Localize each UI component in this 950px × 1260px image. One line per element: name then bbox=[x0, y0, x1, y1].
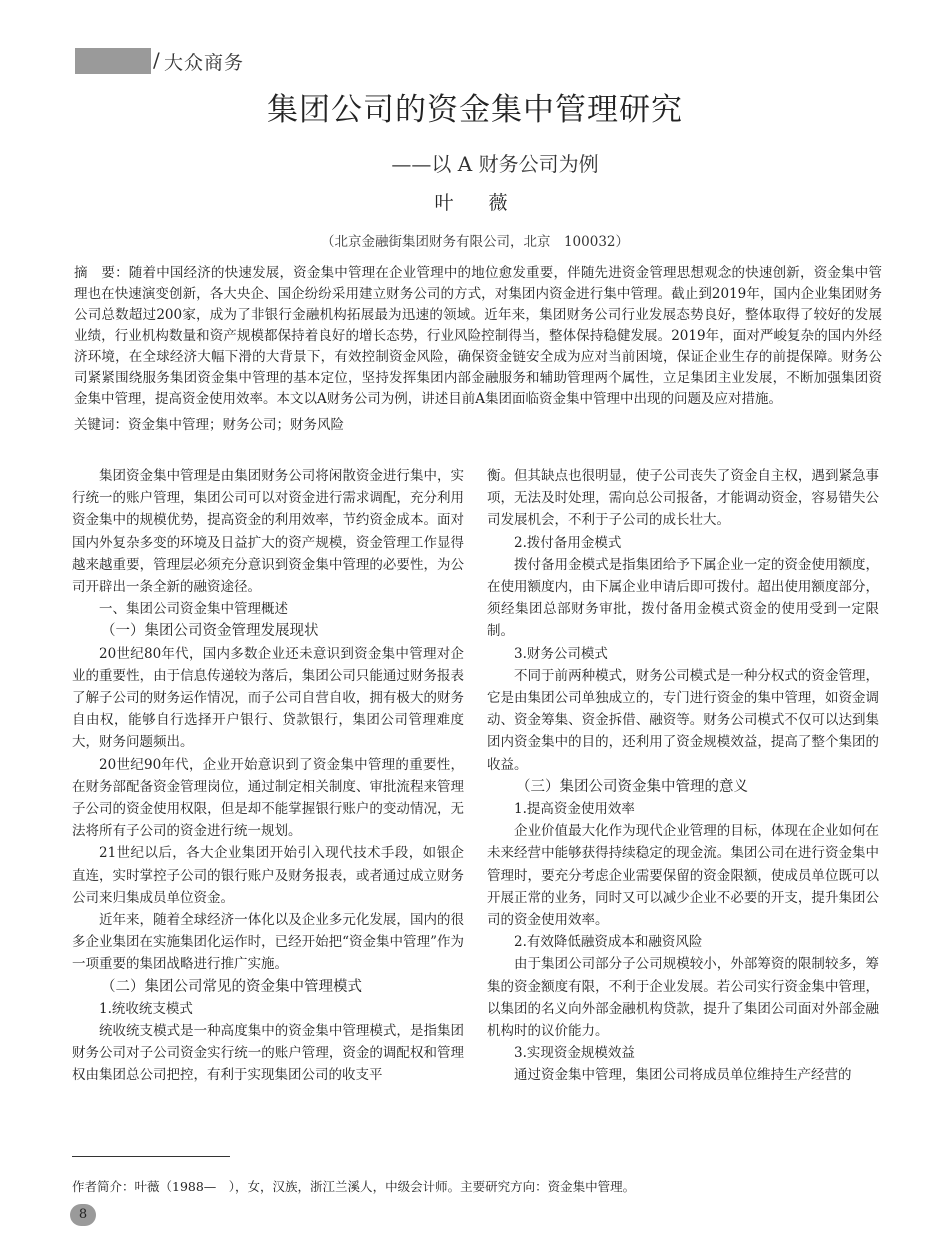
keywords: 关键词：资金集中管理；财务公司；财务风险 bbox=[74, 417, 344, 433]
item-heading: 1.统收统支模式 bbox=[99, 1000, 193, 1017]
left-column bbox=[72, 465, 464, 1087]
header-slash: / bbox=[153, 48, 160, 72]
item-heading: 1.提高资金使用效率 bbox=[514, 801, 635, 818]
paragraph: 由于集团公司部分子公司规模较小，外部筹资的限制较多，筹集的资金额度有限，不利于企业发展。若公司实行资金集中管理，以集团的名义向外部金融机构贷款，提升了集团公司面对外部金融机构时的议价能力。 bbox=[487, 956, 879, 1040]
paragraph: 衡。但其缺点也很明显，使子公司丧失了资金自主权，遇到紧急事项，无法及时处理，需向总公司报备，才能调动资金，容易错失公司发展机会，不利于子公司的成长壮大。 bbox=[487, 468, 879, 529]
article-subtitle: ——以 A 财务公司为例 bbox=[391, 152, 599, 176]
header-gray-block bbox=[75, 48, 151, 74]
paragraph: 通过资金集中管理，集团公司将成员单位维持生产经营的 bbox=[514, 1067, 852, 1084]
item-heading: 2.有效降低融资成本和融资风险 bbox=[514, 934, 703, 951]
paragraph: 近年来，随着全球经济一体化以及企业多元化发展，国内的很多企业集团在实施集团化运作时，已经开始把“资金集中管理”作为一项重要的集团战略进行推广实施。 bbox=[72, 912, 464, 973]
subsection-heading: （二）集团公司常见的资金集中管理模式 bbox=[101, 978, 362, 995]
paragraph: 不同于前两种模式，财务公司模式是一种分权式的资金管理，它是由集团公司单独成立的，专门进行资金的集中管理，如资金调动、资金筹集、资金拆借、融资等。财务公司模式不仅可以达到集团内资金集中的目的，还利用了资金规模效益，提高了整个集团的收益。 bbox=[487, 667, 879, 773]
paragraph: 21世纪以后，各大企业集团开始引入现代技术手段，如银企直连，实时掌控子公司的银行账户及财务报表，或者通过成立财务公司来归集成员单位资金。 bbox=[72, 845, 464, 906]
magazine-name: 大众商务 bbox=[164, 52, 245, 74]
page-number: 8 bbox=[70, 1204, 96, 1226]
item-heading: 2.拨付备用金模式 bbox=[514, 534, 622, 551]
right-column bbox=[487, 465, 879, 1087]
subsection-heading: （三）集团公司资金集中管理的意义 bbox=[516, 778, 748, 795]
author-affiliation: （北京金融街集团财务有限公司，北京 100032） bbox=[320, 234, 630, 250]
subsection-heading: （一）集团公司资金管理发展现状 bbox=[101, 623, 319, 640]
author-name: 叶 薇 bbox=[434, 192, 516, 214]
author-footnote: 作者简介：叶薇（1988— ），女，汉族，浙江兰溪人，中级会计师。主要研究方向：资金集中管理。 bbox=[72, 1179, 636, 1194]
paragraph: 集团资金集中管理是由集团财务公司将闲散资金进行集中，实行统一的账户管理，集团公司可以对资金进行需求调配，充分利用资金集中的规模优势，提高资金的利用效率，节约资金成本。面对国内外复杂多变的环境及日益扩大的资产规模，资金管理工作显得越来越重要，管理层必须充分意识到资金集中管理的必要性，为公司开辟出一条全新的融资途径。 bbox=[72, 468, 464, 596]
paragraph: 统收统支模式是一种高度集中的资金集中管理模式，是指集团财务公司对子公司资金实行统一的账户管理，资金的调配权和管理权由集团总公司把控，有利于实现集团公司的收支平 bbox=[72, 1023, 464, 1084]
item-heading: 3.实现资金规模效益 bbox=[514, 1045, 635, 1062]
paragraph: 20世纪90年代，企业开始意识到了资金集中管理的重要性，在财务部配备资金管理岗位，通过制定相关制度、审批流程来管理子公司的资金使用权限，但是却不能掌握银行账户的变动情况，无法将所有子公司的资金进行统一规划。 bbox=[72, 756, 464, 840]
footnote-divider bbox=[72, 1156, 230, 1157]
abstract: 摘 要：随着中国经济的快速发展，资金集中管理在企业管理中的地位愈发重要，伴随先进资金管理思想观念的快速创新，资金集中管理也在快速演变创新，各大央企、国企纷纷采用建立财务公司的方式，对集团内资金进行集中管理。截止到2019年，国内企业集团财务公司总数超过200家，成为了非银行金融机构拓展最为迅速的领域。近年来，集团财务公司行业发展态势良好，整体取得了较好的发展业绩，行业机构数量和资产规模都保持着良好的增长态势，行业风险控制得当，整体保持稳健发展。2019年，面对严峻复杂的国内外经济环境，在全球经济大幅下滑的大背景下，有效控制资金风险，确保资金链安全成为应对当前困境，保证企业生存的前提保障。财务公司紧紧围绕服务集团资金集中管理的基本定位，坚持发挥集团内部金融服务和辅助管理两个属性，立足集团主业发展，不断加强集团资金集中管理，提高资金使用效率。本文以A财务公司为例，讲述目前A集团面临资金集中管理中出现的问题及应对措施。 bbox=[74, 265, 882, 407]
item-heading: 3.财务公司模式 bbox=[514, 645, 608, 662]
article-title: 集团公司的资金集中管理研究 bbox=[267, 92, 683, 128]
paragraph: 20世纪80年代，国内多数企业还未意识到资金集中管理对企业的重要性，由于信息传递较为落后，集团公司只能通过财务报表了解子公司的财务运作情况，而子公司自营自收，拥有极大的财务自由权，能够自行选择开户银行、贷款银行，集团公司管理难度大，财务问题频出。 bbox=[72, 645, 464, 751]
paragraph: 企业价值最大化作为现代企业管理的目标，体现在企业如何在未来经营中能够获得持续稳定的现金流。集团公司在进行资金集中管理时，要充分考虑企业需要保留的资金限额，使成员单位既可以开展正常的业务，同时又可以减少企业不必要的开支，提升集团公司的资金使用效率。 bbox=[487, 823, 879, 929]
paragraph: 拨付备用金模式是指集团给予下属企业一定的资金使用额度，在使用额度内，由下属企业申请后即可拨付。超出使用额度部分，须经集团总部财务审批，拨付备用金模式资金的使用受到一定限制。 bbox=[487, 556, 879, 640]
section-heading: 一、集团公司资金集中管理概述 bbox=[99, 601, 288, 618]
